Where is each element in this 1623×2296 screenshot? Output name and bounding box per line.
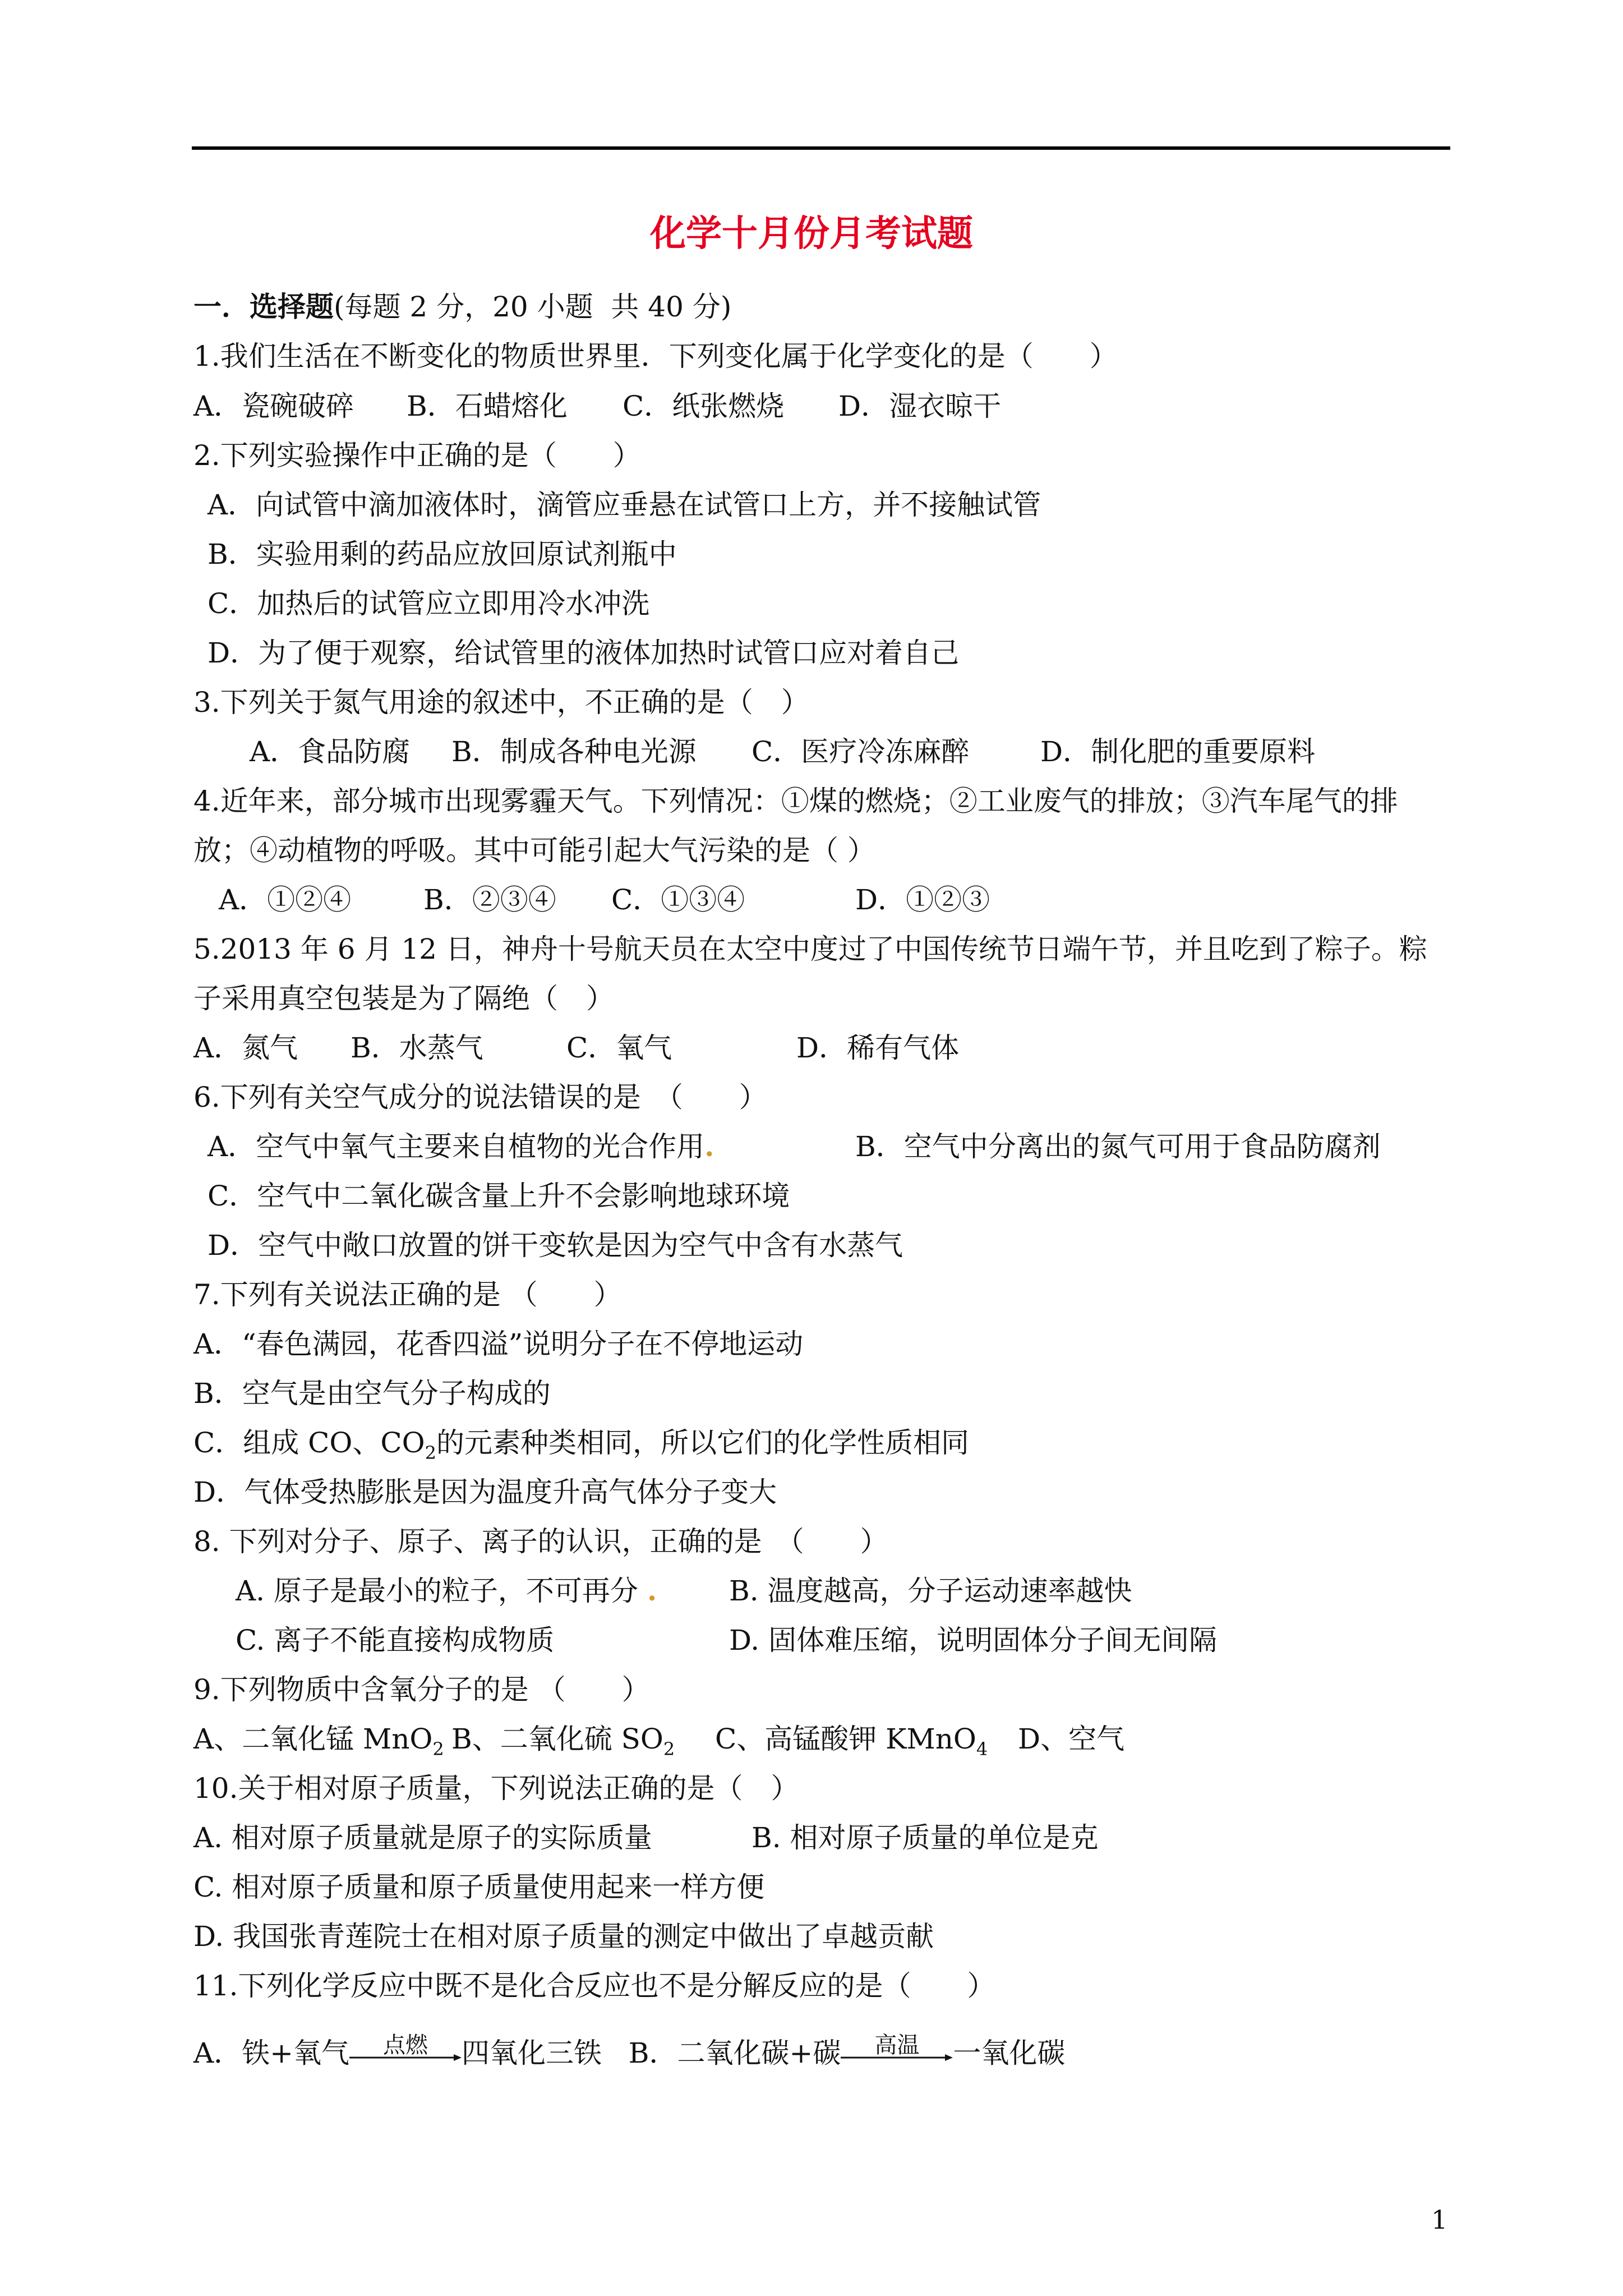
reaction-condition-a: 点燃 bbox=[383, 2032, 428, 2058]
q8-option-c: C. 离子不能直接构成物质 bbox=[236, 1624, 555, 1657]
q11-option-a-product: 四氧化三铁 bbox=[462, 2037, 602, 2069]
reaction-condition-b: 高温 bbox=[874, 2032, 920, 2058]
q9-option-a bbox=[193, 1719, 444, 1769]
q11-option-a-reactants: A．铁+氧气 bbox=[193, 2037, 350, 2069]
q7-option-d: D．气体受热膨胀是因为温度升高气体分子变大 bbox=[193, 1476, 777, 1508]
q1-option-a: A．瓷碗破碎 bbox=[193, 390, 354, 422]
header-rule bbox=[192, 146, 1450, 150]
q2-stem: 2.下列实验操作中正确的是（ ） bbox=[193, 439, 641, 472]
q4-option-d: D．①②③ bbox=[855, 884, 990, 916]
q5-option-b: B．水蒸气 bbox=[351, 1032, 483, 1064]
q4-stem-line1: 4.近年来，部分城市出现雾霾天气。下列情况：①煤的燃烧；②工业废气的排放；③汽车尾气的排 bbox=[193, 785, 1398, 817]
q10-option-b: B. 相对原子质量的单位是克 bbox=[751, 1821, 1099, 1854]
q8-option-a-text: A. 原子是最小的粒子，不可再分 bbox=[236, 1575, 638, 1607]
page-title: 化学十月份月考试题 bbox=[650, 213, 973, 255]
q8-option-a bbox=[236, 1571, 657, 1611]
page-number: 1 bbox=[1431, 2205, 1448, 2235]
q9-option-a-subscript: 2 bbox=[432, 1738, 444, 1760]
q4-stem-line2: 放；④动植物的呼吸。其中可能引起大气污染的是（ ） bbox=[193, 834, 875, 867]
q8-stem: 8. 下列对分子、原子、离子的认识，正确的是 （ ） bbox=[193, 1525, 888, 1558]
q9-option-b bbox=[451, 1719, 675, 1769]
q6-option-d: D．空气中敞口放置的饼干变软是因为空气中含有水蒸气 bbox=[208, 1229, 903, 1262]
q7-option-c-subscript: 2 bbox=[425, 1442, 437, 1464]
q1-stem: 1.我们生活在不断变化的物质世界里．下列变化属于化学变化的是（ ） bbox=[193, 340, 1118, 372]
q5-option-a: A．氮气 bbox=[193, 1032, 298, 1064]
q7-option-b: B．空气是由空气分子构成的 bbox=[193, 1377, 551, 1410]
q7-stem: 7.下列有关说法正确的是 （ ） bbox=[193, 1278, 622, 1311]
q10-option-d: D. 我国张青莲院士在相对原子质量的测定中做出了卓越贡献 bbox=[193, 1920, 934, 1953]
q11-option-b-product: 一氧化碳 bbox=[953, 2037, 1066, 2069]
q5-option-c: C．氧气 bbox=[566, 1032, 672, 1064]
q2-option-b: B．实验用剩的药品应放回原试剂瓶中 bbox=[208, 538, 677, 570]
q6-option-a-text: A．空气中氧气主要来自植物的光合作用 bbox=[208, 1130, 705, 1163]
q1-option-d: D．湿衣晾干 bbox=[838, 390, 1002, 422]
q9-option-c-subscript: 4 bbox=[976, 1738, 988, 1760]
section-heading bbox=[193, 287, 731, 326]
q9-option-b-subscript: 2 bbox=[663, 1738, 675, 1760]
q2-option-c: C．加热后的试管应立即用冷水冲洗 bbox=[208, 587, 650, 620]
q5-stem-line1: 5.2013 年 6 月 12 日，神舟十号航天员在太空中度过了中国传统节日端午节，并且吃到了粽子。粽 bbox=[193, 933, 1427, 965]
reaction-arrow-b bbox=[841, 2033, 953, 2073]
arrow-icon bbox=[841, 2054, 953, 2062]
q6-option-a bbox=[208, 1127, 714, 1166]
q5-option-d: D．稀有气体 bbox=[796, 1032, 960, 1064]
q6-option-b: B．空气中分离出的氮气可用于食品防腐剂 bbox=[855, 1130, 1381, 1163]
q4-option-c: C．①③④ bbox=[611, 884, 745, 916]
q3-option-c: C．医疗冷冻麻醉 bbox=[751, 735, 970, 768]
q11-option-b-reactants: B．二氧化碳+碳 bbox=[628, 2037, 841, 2069]
q9-option-a-text: A、二氧化锰 MnO bbox=[193, 1723, 433, 1755]
section-prefix: 一．选择题 bbox=[193, 290, 334, 323]
q9-stem: 9.下列物质中含氧分子的是 （ ） bbox=[193, 1673, 650, 1706]
q3-stem: 3.下列关于氮气用途的叙述中，不正确的是（ ） bbox=[193, 686, 809, 719]
q8-option-b: B. 温度越高，分子运动速率越快 bbox=[729, 1575, 1132, 1607]
q7-option-c-pre: C．组成 CO、CO bbox=[193, 1427, 425, 1459]
emphasis-dot: . bbox=[647, 1574, 657, 1607]
q2-option-a: A．向试管中滴加液体时，滴管应垂悬在试管口上方，并不接触试管 bbox=[208, 489, 1041, 521]
q9-option-d: D、空气 bbox=[1018, 1723, 1125, 1755]
q11-stem: 11.下列化学反应中既不是化合反应也不是分解反应的是（ ） bbox=[193, 1970, 995, 2002]
arrow-icon bbox=[349, 2054, 462, 2062]
q10-option-c: C. 相对原子质量和原子质量使用起来一样方便 bbox=[193, 1871, 765, 1903]
q10-stem: 10.关于相对原子质量，下列说法正确的是（ ） bbox=[193, 1772, 799, 1805]
q9-option-b-text: B、二氧化硫 SO bbox=[451, 1723, 663, 1755]
q6-option-c: C．空气中二氧化碳含量上升不会影响地球环境 bbox=[208, 1180, 790, 1212]
q8-option-d: D. 固体难压缩，说明固体分子间无间隔 bbox=[729, 1624, 1218, 1657]
q4-option-b: B．②③④ bbox=[423, 884, 556, 916]
q4-option-a: A．①②④ bbox=[219, 884, 352, 916]
q6-stem: 6.下列有关空气成分的说法错误的是 （ ） bbox=[193, 1081, 767, 1114]
q7-option-c bbox=[193, 1423, 969, 1473]
q7-option-a: A．“春色满园，花香四溢”说明分子在不停地运动 bbox=[193, 1328, 804, 1360]
q1-option-b: B．石蜡熔化 bbox=[407, 390, 568, 422]
q3-option-d: D．制化肥的重要原料 bbox=[1040, 735, 1316, 768]
q11-options bbox=[193, 2033, 1065, 2073]
q5-stem-line2: 子采用真空包装是为了隔绝（ ） bbox=[193, 982, 614, 1015]
reaction-arrow-a bbox=[349, 2033, 462, 2073]
q2-option-d: D．为了便于观察，给试管里的液体加热时试管口应对着自己 bbox=[208, 637, 960, 669]
q3-option-a: A．食品防腐 bbox=[250, 735, 411, 768]
q9-option-c-text: C、高锰酸钾 KMnO bbox=[715, 1723, 976, 1755]
section-note: (每题 2 分，20 小题 共 40 分) bbox=[334, 291, 732, 323]
q10-option-a: A. 相对原子质量就是原子的实际质量 bbox=[193, 1821, 652, 1854]
q9-option-c bbox=[715, 1719, 988, 1769]
q1-option-c: C．纸张燃烧 bbox=[623, 390, 785, 422]
q3-option-b: B．制成各种电光源 bbox=[451, 735, 697, 768]
q7-option-c-post: 的元素种类相同，所以它们的化学性质相同 bbox=[436, 1427, 970, 1459]
emphasis-dot: . bbox=[704, 1130, 714, 1163]
